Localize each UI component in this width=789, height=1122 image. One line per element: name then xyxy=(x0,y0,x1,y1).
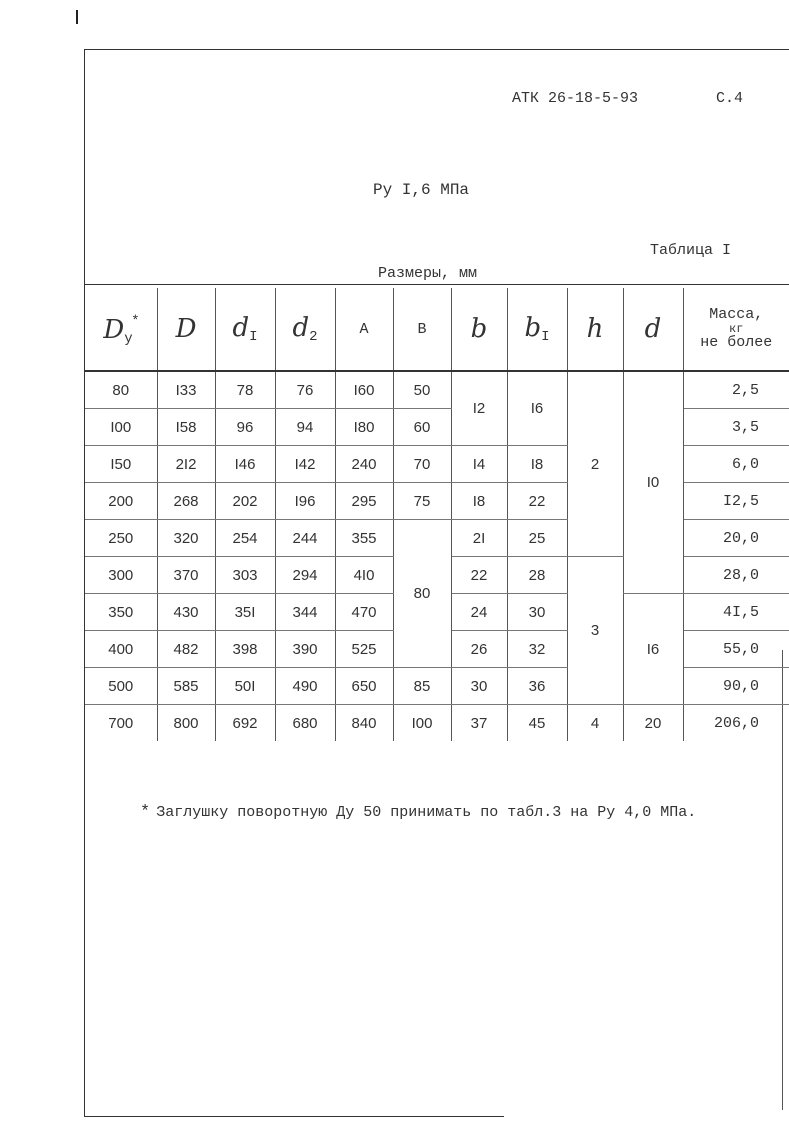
dimensions-table xyxy=(85,288,789,741)
cell-d: I0 xyxy=(623,371,683,594)
cell-b: 26 xyxy=(451,631,507,668)
page-number: С.4 xyxy=(716,90,744,107)
document-code: АТК 26-18-5-93 xyxy=(512,90,639,107)
footnote xyxy=(140,803,696,822)
cell-B: 75 xyxy=(393,483,451,520)
cell-d1: 50I xyxy=(215,668,275,705)
cell-D: 482 xyxy=(157,631,215,668)
cell-A: 650 xyxy=(335,668,393,705)
cell-d1: 96 xyxy=(215,409,275,446)
cell-dy: I00 xyxy=(85,409,157,446)
cell-h: 4 xyxy=(567,705,623,742)
cell-b: 30 xyxy=(451,668,507,705)
cell-mass: 3,5 xyxy=(683,409,789,446)
cell-b: 37 xyxy=(451,705,507,742)
cell-D: 585 xyxy=(157,668,215,705)
cell-A: 4I0 xyxy=(335,557,393,594)
pressure-title: Ру I,6 МПа xyxy=(373,181,470,199)
cell-h: 3 xyxy=(567,557,623,705)
cell-dy: 700 xyxy=(85,705,157,742)
cell-D: I33 xyxy=(157,371,215,409)
col-dy: Dу* xyxy=(85,288,157,371)
cell-dy: 300 xyxy=(85,557,157,594)
cell-b1: 22 xyxy=(507,483,567,520)
cell-d1: 254 xyxy=(215,520,275,557)
col-d: d xyxy=(623,288,683,371)
col-b1: bI xyxy=(507,288,567,371)
cell-mass: I2,5 xyxy=(683,483,789,520)
col-d2: d2 xyxy=(275,288,335,371)
cell-b1: 32 xyxy=(507,631,567,668)
cell-d: 20 xyxy=(623,705,683,742)
cell-b1: I8 xyxy=(507,446,567,483)
frame-bottom-line xyxy=(84,1116,504,1117)
col-h: h xyxy=(567,288,623,371)
cell-B: I00 xyxy=(393,705,451,742)
cell-d2: 94 xyxy=(275,409,335,446)
cell-dy: 80 xyxy=(85,371,157,409)
cell-b1: 36 xyxy=(507,668,567,705)
col-B: В xyxy=(393,288,451,371)
cell-D: 268 xyxy=(157,483,215,520)
cell-d2: 244 xyxy=(275,520,335,557)
table-row xyxy=(85,483,789,520)
cell-d1: 78 xyxy=(215,371,275,409)
cell-dy: 500 xyxy=(85,668,157,705)
cell-B: 60 xyxy=(393,409,451,446)
cell-b: I4 xyxy=(451,446,507,483)
cell-d2: I42 xyxy=(275,446,335,483)
table-top-line xyxy=(85,284,789,285)
cell-dy: 250 xyxy=(85,520,157,557)
cell-A: 470 xyxy=(335,594,393,631)
col-b: b xyxy=(451,288,507,371)
cell-b1: 28 xyxy=(507,557,567,594)
margin-mark xyxy=(76,10,78,24)
cell-B: 50 xyxy=(393,371,451,409)
cell-mass: 55,0 xyxy=(683,631,789,668)
cell-mass: 206,0 xyxy=(713,714,759,732)
table-row xyxy=(85,705,789,742)
cell-d2: 344 xyxy=(275,594,335,631)
col-d1: dI xyxy=(215,288,275,371)
cell-d1: 35I xyxy=(215,594,275,631)
frame-top-line xyxy=(84,49,789,50)
cell-A: 355 xyxy=(335,520,393,557)
cell-h: 2 xyxy=(567,371,623,557)
col-D: D xyxy=(157,288,215,371)
cell-A: I60 xyxy=(335,371,393,409)
cell-D: 320 xyxy=(157,520,215,557)
cell-d1: 692 xyxy=(215,705,275,742)
cell-D: 2I2 xyxy=(157,446,215,483)
cell-b1: 30 xyxy=(507,594,567,631)
cell-b: 2I xyxy=(451,520,507,557)
cell-d1: I46 xyxy=(215,446,275,483)
cell-D: 370 xyxy=(157,557,215,594)
cell-D: I58 xyxy=(157,409,215,446)
cell-mass: 4I,5 xyxy=(683,594,789,631)
cell-D: 430 xyxy=(157,594,215,631)
table-row xyxy=(85,446,789,483)
cell-b1: 45 xyxy=(507,705,567,742)
table-row xyxy=(85,520,789,557)
cell-B: 85 xyxy=(393,668,451,705)
cell-A: 295 xyxy=(335,483,393,520)
table-row xyxy=(85,409,789,446)
cell-b1: I6 xyxy=(507,371,567,446)
cell-d1: 398 xyxy=(215,631,275,668)
cell-mass: 2,5 xyxy=(683,371,789,409)
footnote-text: Заглушку поворотную Ду 50 принимать по табл.3 на Ру 4,0 МПа. xyxy=(156,804,697,821)
cell-dy: 400 xyxy=(85,631,157,668)
col-A: А xyxy=(335,288,393,371)
cell-mass: 6,0 xyxy=(683,446,789,483)
col-mass: Масса, кг не более xyxy=(683,288,789,371)
footnote-star: * xyxy=(140,803,151,822)
cell-d2: 390 xyxy=(275,631,335,668)
table-row xyxy=(85,668,789,705)
cell-d2: I96 xyxy=(275,483,335,520)
cell-d2: 76 xyxy=(275,371,335,409)
cell-b: I2 xyxy=(451,371,507,446)
cell-b: 22 xyxy=(451,557,507,594)
cell-d1: 202 xyxy=(215,483,275,520)
cell-d1: 303 xyxy=(215,557,275,594)
cell-dy: I50 xyxy=(85,446,157,483)
cell-A: 840 xyxy=(335,705,393,742)
cell-b: 24 xyxy=(451,594,507,631)
dimensions-caption: Размеры, мм xyxy=(378,265,478,282)
cell-b: I8 xyxy=(451,483,507,520)
cell-dy: 200 xyxy=(85,483,157,520)
cell-d2: 490 xyxy=(275,668,335,705)
cell-d2: 680 xyxy=(275,705,335,742)
cell-B: 70 xyxy=(393,446,451,483)
cell-mass: 28,0 xyxy=(683,557,789,594)
cell-D: 800 xyxy=(157,705,215,742)
cell-b1: 25 xyxy=(507,520,567,557)
cell-d2: 294 xyxy=(275,557,335,594)
cell-dy: 350 xyxy=(85,594,157,631)
cell-d: I6 xyxy=(623,594,683,705)
cell-A: I80 xyxy=(335,409,393,446)
cell-B: 80 xyxy=(393,520,451,668)
cell-mass: 90,0 xyxy=(683,668,789,705)
cell-mass: 20,0 xyxy=(683,520,789,557)
table-header-row xyxy=(85,288,789,371)
table-label: Таблица I xyxy=(650,242,732,259)
table-row xyxy=(85,371,789,409)
cell-A: 240 xyxy=(335,446,393,483)
cell-A: 525 xyxy=(335,631,393,668)
